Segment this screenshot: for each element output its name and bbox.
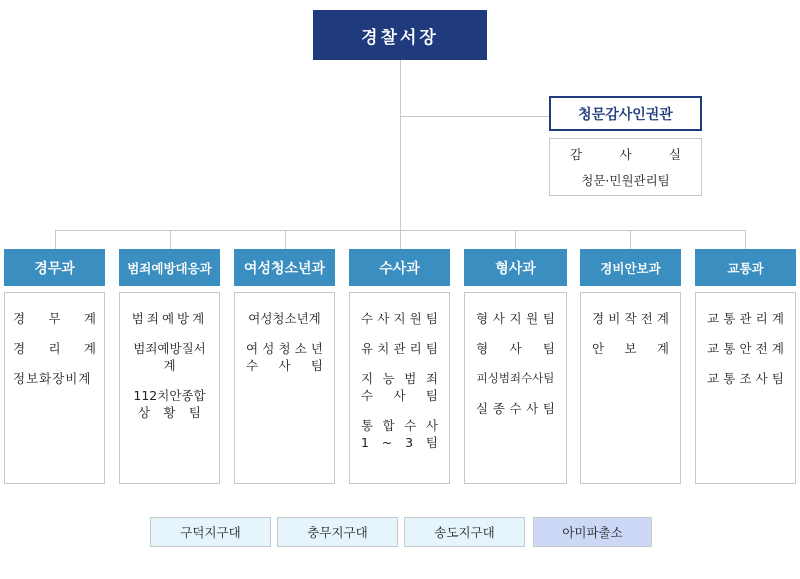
connector-drop-6 (630, 230, 631, 249)
dept-head-criminal: 형사과 (464, 249, 567, 286)
dept-item: 수 사 지 원 팀 (361, 311, 438, 326)
chief-box: 경찰서장 (313, 10, 487, 60)
dept-box-crime-prevention (119, 292, 220, 484)
audit-item-complaints-team: 청문·민원관리팀 (581, 173, 670, 188)
dept-box-criminal (464, 292, 567, 484)
dept-item: 수 사 팀 (246, 358, 323, 373)
dept-head-general-affairs: 경무과 (4, 249, 105, 286)
dept-head-investigation: 수사과 (349, 249, 450, 286)
dept-item: 형 사 지 원 팀 (476, 311, 555, 326)
station-ami: 아미파출소 (533, 517, 652, 547)
dept-item: 여성청소년계 (248, 311, 321, 326)
station-songdo: 송도지구대 (404, 517, 525, 547)
dept-item: 경 무 계 (13, 311, 96, 326)
dept-item: 정보화장비계 (13, 371, 92, 386)
connector-drop-3 (285, 230, 286, 249)
dept-item: 상 황 팀 (138, 405, 201, 420)
audit-item-audit-office: 감 사 실 (570, 147, 681, 162)
dept-head-crime-prevention: 범죄예방대응과 (119, 249, 220, 286)
connector-drop-5 (515, 230, 516, 249)
dept-box-security (580, 292, 681, 484)
dept-item: 교 통 안 전 계 (707, 341, 784, 356)
dept-item: 경 리 계 (13, 341, 96, 356)
dept-item: 지 능 범 죄 (361, 371, 438, 386)
connector-drop-1 (55, 230, 56, 249)
connector-chief-trunk (400, 60, 401, 230)
dept-box-women-youth (234, 292, 335, 484)
dept-item: 형 사 팀 (476, 341, 555, 356)
dept-item: 경 비 작 전 계 (592, 311, 669, 326)
connector-audit-branch (400, 116, 549, 117)
dept-item: 통 합 수 사 (361, 418, 438, 433)
dept-item: 1 ~ 3 팀 (361, 435, 438, 450)
dept-item: 교 통 조 사 팀 (707, 371, 784, 386)
dept-item: 여 성 청 소 년 (246, 341, 323, 356)
dept-item: 안 보 계 (592, 341, 669, 356)
connector-drop-7 (745, 230, 746, 249)
dept-item: 유 치 관 리 팀 (361, 341, 438, 356)
dept-item: 피싱범죄수사팀 (476, 371, 555, 385)
dept-item: 112치안종합 (133, 388, 206, 403)
dept-item: 교 통 관 리 계 (707, 311, 784, 326)
dept-box-traffic (695, 292, 796, 484)
station-gudeok: 구덕지구대 (150, 517, 271, 547)
audit-items-box (549, 138, 702, 196)
dept-item: 범죄예방질서계 (133, 341, 206, 373)
dept-head-traffic: 교통과 (695, 249, 796, 286)
dept-head-security: 경비안보과 (580, 249, 681, 286)
dept-box-general-affairs (4, 292, 105, 484)
connector-drop-4 (400, 230, 401, 249)
dept-item: 범죄예방계 (131, 311, 208, 326)
dept-item: 실 종 수 사 팀 (476, 401, 555, 416)
connector-drop-2 (170, 230, 171, 249)
dept-item: 수 사 팀 (361, 388, 438, 403)
station-chungmu: 충무지구대 (277, 517, 398, 547)
audit-head-box: 청문감사인권관 (549, 96, 702, 131)
dept-box-investigation (349, 292, 450, 484)
dept-head-women-youth: 여성청소년과 (234, 249, 335, 286)
